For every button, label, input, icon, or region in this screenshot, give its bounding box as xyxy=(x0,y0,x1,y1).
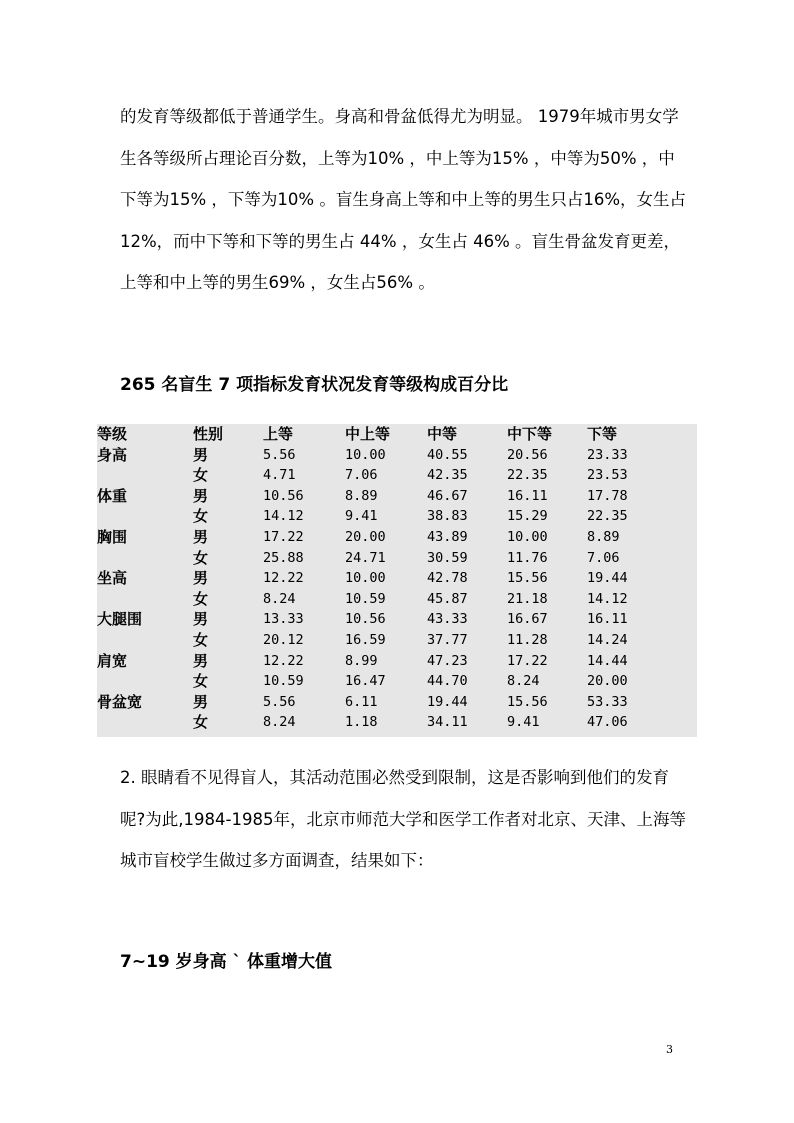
column-header: 等级 xyxy=(97,425,128,443)
value-cell: 15.56 xyxy=(507,693,548,710)
value-cell: 42.78 xyxy=(427,570,468,587)
value-cell: 53.33 xyxy=(587,693,628,710)
value-cell: 16.67 xyxy=(507,611,548,628)
value-cell: 14.12 xyxy=(263,508,304,525)
indicator-cell xyxy=(97,630,193,651)
sex-cell: 男 xyxy=(193,610,209,629)
value-cell: 30.59 xyxy=(427,549,468,566)
value-cell: 8.89 xyxy=(587,528,620,545)
value-cell: 16.11 xyxy=(587,611,628,628)
value-cell: 5.56 xyxy=(263,693,296,710)
table-row xyxy=(97,506,697,527)
page-number: 3 xyxy=(666,1043,673,1056)
value-cell: 23.53 xyxy=(587,467,628,484)
value-cell: 16.59 xyxy=(345,631,386,648)
indicator-cell: 胸围 xyxy=(97,527,128,546)
column-header: 中下等 xyxy=(507,425,553,443)
sex-cell: 女 xyxy=(193,548,209,567)
value-cell: 19.44 xyxy=(587,570,628,587)
value-cell: 15.29 xyxy=(507,508,548,525)
table-row xyxy=(97,651,697,672)
value-cell: 10.00 xyxy=(345,446,386,463)
column-header: 上等 xyxy=(263,425,294,443)
indicator-cell xyxy=(97,589,193,610)
value-cell: 11.28 xyxy=(507,631,548,648)
sex-cell: 女 xyxy=(193,589,209,608)
paragraph-survey: 2. 眼睛看不见得盲人，其活动范围必然受到限制，这是否影响到他们的发育呢?为此,1984-1985年，北京市师范大学和医学工作者对北京、天津、上海等城市盲校学生做过多方面调查，结果如下： xyxy=(120,768,686,870)
value-cell: 25.88 xyxy=(263,549,304,566)
value-cell: 7.06 xyxy=(345,467,378,484)
value-cell: 8.99 xyxy=(345,652,378,669)
value-cell: 44.70 xyxy=(427,673,468,690)
value-cell: 14.12 xyxy=(587,590,628,607)
table-row xyxy=(97,527,697,548)
value-cell: 10.56 xyxy=(263,487,304,504)
sex-cell: 男 xyxy=(193,651,209,670)
table-row xyxy=(97,589,697,610)
section-heading: 7~19 岁身高 ` 体重增大值 xyxy=(120,952,332,972)
value-cell: 10.59 xyxy=(345,590,386,607)
indicator-cell xyxy=(97,548,193,569)
value-cell: 16.11 xyxy=(507,487,548,504)
table-row xyxy=(97,486,697,507)
value-cell: 20.56 xyxy=(507,446,548,463)
table-row xyxy=(97,465,697,486)
value-cell: 17.78 xyxy=(587,487,628,504)
table-body xyxy=(97,445,697,733)
value-cell: 45.87 xyxy=(427,590,468,607)
table-row xyxy=(97,712,697,733)
table-row xyxy=(97,630,697,651)
value-cell: 12.22 xyxy=(263,652,304,669)
value-cell: 20.12 xyxy=(263,631,304,648)
value-cell: 21.18 xyxy=(507,590,548,607)
column-header: 中等 xyxy=(427,425,458,443)
value-cell: 10.59 xyxy=(263,673,304,690)
value-cell: 47.23 xyxy=(427,652,468,669)
value-cell: 8.24 xyxy=(507,673,540,690)
table-header-row xyxy=(97,424,697,445)
sex-cell: 男 xyxy=(193,692,209,711)
sex-cell: 女 xyxy=(193,466,209,485)
indicator-cell xyxy=(97,465,193,486)
indicator-cell: 坐高 xyxy=(97,569,128,588)
column-header: 性别 xyxy=(193,425,224,443)
value-cell: 38.83 xyxy=(427,508,468,525)
value-cell: 17.22 xyxy=(263,528,304,545)
indicator-cell xyxy=(97,506,193,527)
table-row xyxy=(97,671,697,692)
value-cell: 9.41 xyxy=(507,714,540,731)
indicator-cell: 肩宽 xyxy=(97,651,128,670)
value-cell: 6.11 xyxy=(345,693,378,710)
value-cell: 22.35 xyxy=(507,467,548,484)
column-header: 下等 xyxy=(587,425,618,443)
table-row xyxy=(97,445,697,466)
value-cell: 37.77 xyxy=(427,631,468,648)
value-cell: 12.22 xyxy=(263,570,304,587)
table-title: 265 名盲生 7 项指标发育状况发育等级构成百分比 xyxy=(120,375,509,395)
value-cell: 20.00 xyxy=(587,673,628,690)
column-header: 中上等 xyxy=(345,425,391,443)
value-cell: 5.56 xyxy=(263,446,296,463)
table-row xyxy=(97,692,697,713)
indicator-cell: 骨盆宽 xyxy=(97,692,143,711)
value-cell: 10.00 xyxy=(507,528,548,545)
value-cell: 47.06 xyxy=(587,714,628,731)
sex-cell: 男 xyxy=(193,445,209,464)
sex-cell: 女 xyxy=(193,630,209,649)
value-cell: 9.41 xyxy=(345,508,378,525)
sex-cell: 女 xyxy=(193,713,209,732)
value-cell: 34.11 xyxy=(427,714,468,731)
value-cell: 7.06 xyxy=(587,549,620,566)
value-cell: 1.18 xyxy=(345,714,378,731)
value-cell: 20.00 xyxy=(345,528,386,545)
value-cell: 43.33 xyxy=(427,611,468,628)
sex-cell: 女 xyxy=(193,507,209,526)
value-cell: 8.89 xyxy=(345,487,378,504)
value-cell: 14.44 xyxy=(587,652,628,669)
table-row xyxy=(97,548,697,569)
indicator-cell: 大腿围 xyxy=(97,610,143,629)
sex-cell: 男 xyxy=(193,486,209,505)
value-cell: 15.56 xyxy=(507,570,548,587)
value-cell: 46.67 xyxy=(427,487,468,504)
value-cell: 19.44 xyxy=(427,693,468,710)
value-cell: 8.24 xyxy=(263,714,296,731)
value-cell: 24.71 xyxy=(345,549,386,566)
value-cell: 14.24 xyxy=(587,631,628,648)
paragraph-intro: 的发育等级都低于普通学生。身高和骨盆低得尤为明显。 1979年城市男女学生各等级所占理论百分数，上等为10% ，中上等为15% ，中等为50% ，中下等为15% ，下等为10% 。盲生身高上等和中上等的男生只占16%，女生占12%，而中下等和下等的男生占 44% ，女生占 46% 。盲生骨盆发育更差，上等和中上等的男生69% ，女生占56% 。 xyxy=(120,107,687,292)
value-cell: 10.56 xyxy=(345,611,386,628)
value-cell: 16.47 xyxy=(345,673,386,690)
table-row xyxy=(97,568,697,589)
sex-cell: 男 xyxy=(193,569,209,588)
sex-cell: 男 xyxy=(193,527,209,546)
value-cell: 10.00 xyxy=(345,570,386,587)
indicator-cell xyxy=(97,712,193,733)
indicator-cell: 身高 xyxy=(97,445,128,464)
value-cell: 23.33 xyxy=(587,446,628,463)
value-cell: 4.71 xyxy=(263,467,296,484)
value-cell: 13.33 xyxy=(263,611,304,628)
value-cell: 8.24 xyxy=(263,590,296,607)
sex-cell: 女 xyxy=(193,672,209,691)
value-cell: 42.35 xyxy=(427,467,468,484)
value-cell: 17.22 xyxy=(507,652,548,669)
value-cell: 11.76 xyxy=(507,549,548,566)
value-cell: 43.89 xyxy=(427,528,468,545)
indicator-cell: 体重 xyxy=(97,486,128,505)
development-grade-table-container xyxy=(97,424,697,737)
indicator-cell xyxy=(97,671,193,692)
value-cell: 40.55 xyxy=(427,446,468,463)
development-grade-table xyxy=(97,424,697,733)
table-row xyxy=(97,609,697,630)
value-cell: 22.35 xyxy=(587,508,628,525)
